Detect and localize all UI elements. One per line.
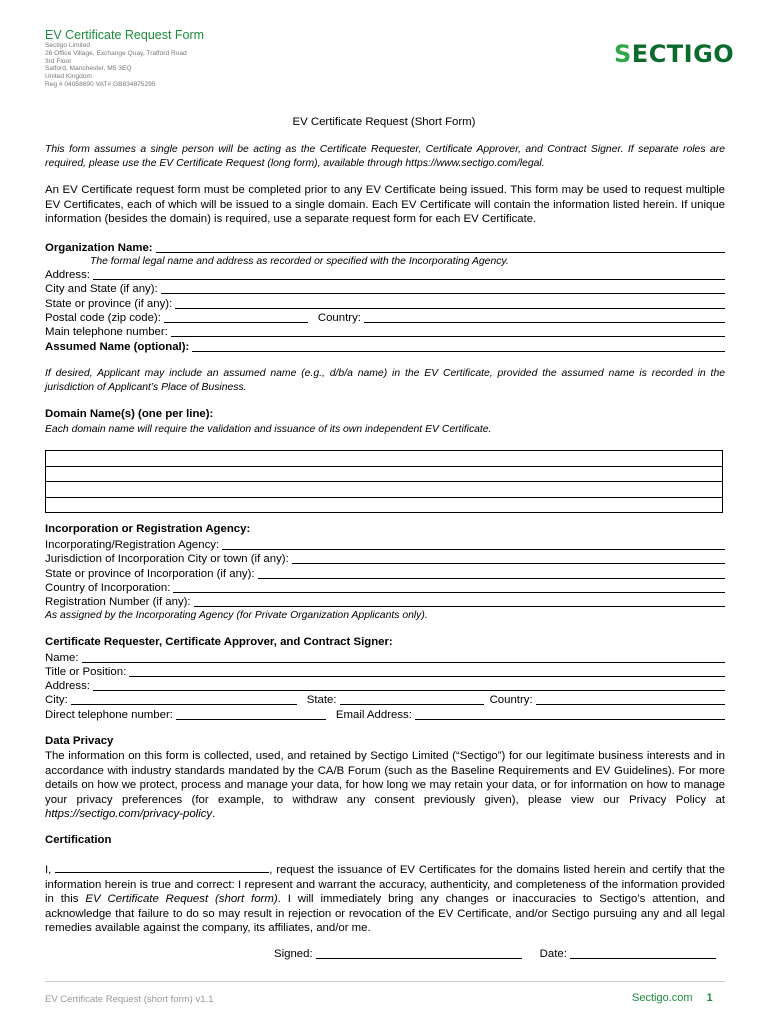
cert-prefix: I, (45, 864, 52, 876)
address-label: Address: (45, 268, 90, 281)
req-title-field[interactable] (129, 665, 725, 677)
regnum-field[interactable] (194, 595, 725, 607)
inc-state-label: State or province of Incorporation (if any): (45, 567, 255, 580)
domain-row[interactable] (46, 451, 722, 467)
org-name-label: Organization Name: (45, 241, 153, 254)
req-address-field[interactable] (93, 679, 725, 691)
address-row (45, 267, 725, 282)
logo-s-mark: S (614, 40, 632, 68)
phone-row (45, 324, 725, 339)
inc-country-row (45, 580, 725, 595)
document-title: EV Certificate Request (Short Form) (292, 116, 476, 128)
regnum-row (45, 594, 725, 609)
agency-row (45, 537, 725, 552)
logo-text: SECTIGO (614, 40, 735, 68)
phone-field[interactable] (171, 325, 725, 337)
footer-version: EV Certificate Request (short form) v1.1 (45, 994, 214, 1005)
privacy-end: . (212, 808, 216, 821)
state-field[interactable] (175, 297, 725, 309)
req-title-label: Title or Position: (45, 665, 127, 678)
intro-paragraph: An EV Certificate request form must be completed prior to any EV Certificate being issued. This form may be used to request multiple EV Certificates, each of which will be issued to a single domain. Each EV Certificate will contain the information listed herein. If unique information (besides the domain) is required, use a separate request form for each EV Certificate. (45, 184, 725, 226)
signed-label: Signed: (274, 947, 313, 960)
regnum-note: As assigned by the Incorporating Agency (for Private Organization Applicants only). (45, 610, 428, 621)
state-row (45, 296, 725, 311)
requester-heading: Certificate Requester, Certificate Approver, and Contract Signer: (45, 636, 393, 648)
form-title: EV Certificate Request Form (45, 28, 205, 42)
domain-row[interactable] (46, 498, 722, 514)
address-line: 26 Office Village, Exchange Quay, Trafford Road (45, 49, 187, 57)
privacy-paragraph (45, 749, 725, 822)
req-country-label: Country: (489, 693, 533, 706)
assumed-name-row (45, 339, 725, 354)
org-name-row (45, 240, 725, 255)
intro-note: This form assumes a single person will be acting as the Certificate Requester, Certificate Approver, and Contract Signer. If separate roles are required, please use the EV Certificate Request (long form), available through https://www.sectigo.com/legal. (45, 144, 725, 169)
jurisdiction-field[interactable] (292, 552, 725, 564)
cert-text-b: . I will immediately bring any changes or inaccuracies to Sectigo’s attention, and acknowledge that failure to do so may result in rejection or revocation of the EV Certificate, and/or Sectigo pursuing any and all legal remedies available against the company, its affiliates, and/or me. (45, 893, 725, 935)
cert-text-a: , request the issuance of EV Certificates for the domains listed herein and certify that the information herein is true and correct: I represent and warrant the accuracy, authenticity, and completeness of the information provided in this (45, 864, 725, 906)
req-country-field[interactable] (536, 693, 725, 705)
req-state-field[interactable] (340, 693, 484, 705)
req-email-label: Email Address: (335, 708, 412, 721)
cert-text-italic: EV Certificate Request (short form) (85, 893, 278, 906)
domain-table (45, 450, 723, 513)
country-field[interactable] (364, 311, 725, 323)
inc-country-field[interactable] (173, 581, 725, 593)
certification-paragraph (45, 862, 725, 936)
footer-right (632, 992, 713, 1004)
req-email-field[interactable] (415, 708, 725, 720)
inc-state-row (45, 566, 725, 581)
domain-row[interactable] (46, 467, 722, 483)
req-phone-field[interactable] (176, 708, 326, 720)
postal-row (45, 310, 725, 325)
privacy-heading: Data Privacy (45, 735, 114, 747)
domains-heading: Domain Name(s) (one per line): (45, 408, 214, 420)
req-state-label: State: (306, 693, 337, 706)
incorporation-heading: Incorporation or Registration Agency: (45, 523, 251, 535)
org-name-field[interactable] (156, 241, 725, 253)
postal-label: Postal code (zip code): (45, 311, 161, 324)
req-name-label: Name: (45, 651, 79, 664)
address-line: United Kingdom (45, 73, 92, 81)
privacy-text: The information on this form is collected, used, and retained by Sectigo Limited (“Sectigo”) for our legitimate business interests and in accordance with industry standards mandated by the CA/B Forum (such as the Baseline Requirements and EV Guidelines). For more details on how we protect, process and manage your data, for how long we may retain your data, or for information on how to manage your privacy preferences (for example, to withdraw any consent previously given), please view our Privacy Policy at (45, 750, 725, 806)
phone-label: Main telephone number: (45, 325, 168, 338)
signature-row (274, 946, 724, 961)
domain-row[interactable] (46, 482, 722, 498)
assumed-name-note: If desired, Applicant may include an assumed name (e.g., d/b/a name) in the EV Certificate, provided the assumed name is recorded in the jurisdiction of Applicant’s Place of Business. (45, 368, 725, 393)
address-field[interactable] (93, 268, 725, 280)
sectigo-logo (614, 40, 734, 68)
regnum-label: Registration Number (if any): (45, 595, 191, 608)
req-city-row (45, 692, 725, 707)
req-title-row (45, 664, 725, 679)
date-label: Date: (539, 947, 567, 960)
address-line: Sectigo Limited (45, 42, 91, 49)
cert-name-field[interactable] (55, 862, 269, 873)
postal-field[interactable] (164, 311, 308, 323)
page-number: 1 (706, 992, 713, 1004)
city-row (45, 281, 725, 296)
address-line: Salford, Manchester, M5 3EQ (45, 65, 132, 73)
assumed-name-field[interactable] (192, 340, 725, 352)
city-label: City and State (if any): (45, 282, 158, 295)
jurisdiction-row (45, 551, 725, 566)
assumed-name-label: Assumed Name (optional): (45, 340, 190, 353)
req-address-label: Address: (45, 679, 90, 692)
req-name-row (45, 650, 725, 665)
privacy-link[interactable]: https://sectigo.com/privacy-policy (45, 808, 213, 821)
req-phone-row (45, 707, 725, 722)
company-address (45, 42, 305, 89)
signed-field[interactable] (316, 947, 522, 959)
address-line: 3rd Floor (45, 57, 72, 65)
org-name-note: The formal legal name and address as recorded or specified with the Incorporating Agency. (90, 256, 509, 267)
address-line: Reg # 04058690 VAT# GB834875295 (45, 80, 156, 88)
jurisdiction-label: Jurisdiction of Incorporation City or town (if any): (45, 552, 289, 565)
footer-site-link[interactable]: Sectigo.com (632, 992, 693, 1004)
req-city-label: City: (45, 693, 68, 706)
country-label: Country: (317, 311, 361, 324)
city-field[interactable] (161, 282, 725, 294)
footer-divider (45, 981, 725, 982)
agency-field[interactable] (222, 538, 725, 550)
state-label: State or province (if any): (45, 297, 173, 310)
certification-heading: Certification (45, 834, 112, 846)
inc-state-field[interactable] (258, 567, 725, 579)
inc-country-label: Country of Incorporation: (45, 581, 171, 594)
date-field[interactable] (570, 947, 716, 959)
req-phone-label: Direct telephone number: (45, 708, 173, 721)
req-city-field[interactable] (71, 693, 297, 705)
req-name-field[interactable] (82, 651, 725, 663)
domains-note: Each domain name will require the validation and issuance of its own independent EV Certificate. (45, 424, 492, 435)
agency-label: Incorporating/Registration Agency: (45, 538, 220, 551)
req-address-row (45, 678, 725, 693)
